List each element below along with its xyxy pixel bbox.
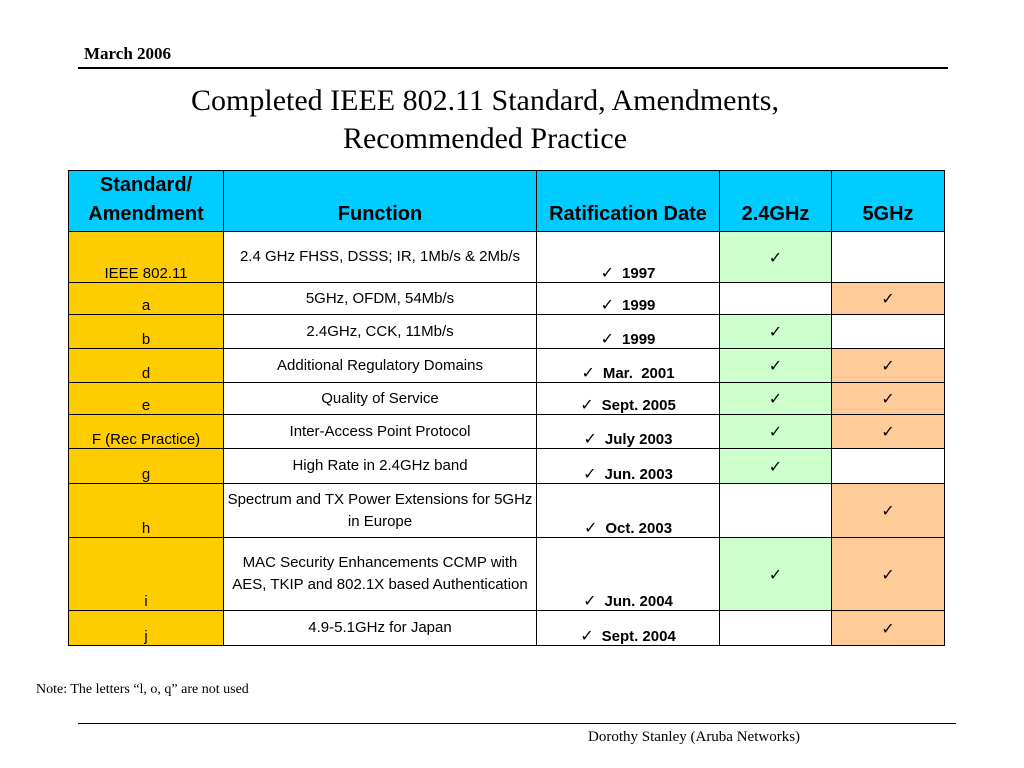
checkmark-icon: ✓	[600, 329, 615, 348]
checkmark-icon: ✓	[581, 363, 595, 382]
table-row	[69, 449, 945, 484]
table-header-row	[69, 171, 945, 232]
cell-24ghz	[720, 538, 832, 611]
slide-title	[100, 82, 870, 158]
cell-function: MAC Security Enhancements CCMP with AES, TKIP and 802.1X based Authentication	[224, 538, 537, 611]
checkmark-icon: ✓	[768, 422, 783, 441]
checkmark-icon: ✓	[768, 564, 783, 584]
column-header-5ghz: 5GHz	[832, 171, 945, 232]
cell-standard: a	[69, 283, 224, 315]
cell-24ghz	[720, 283, 832, 315]
checkmark-icon: ✓	[583, 591, 597, 610]
checkmark-icon: ✓	[583, 464, 597, 483]
column-header-function: Function	[224, 171, 537, 232]
cell-function: 2.4GHz, CCK, 11Mb/s	[224, 315, 537, 349]
cell-5ghz	[832, 283, 945, 315]
cell-5ghz	[832, 484, 945, 538]
checkmark-icon: ✓	[600, 295, 615, 314]
cell-standard: j	[69, 611, 224, 646]
date-text: Jun. 2004	[604, 593, 673, 610]
cell-5ghz	[832, 415, 945, 449]
table-row	[69, 415, 945, 449]
cell-ratification-date	[537, 349, 720, 383]
cell-standard: h	[69, 484, 224, 538]
cell-ratification-date	[537, 484, 720, 538]
cell-standard: b	[69, 315, 224, 349]
column-header-ratification-date: Ratification Date	[537, 171, 720, 232]
cell-ratification-date	[537, 315, 720, 349]
cell-function: Inter-Access Point Protocol	[224, 415, 537, 449]
checkmark-icon: ✓	[580, 626, 594, 645]
header-divider	[78, 67, 948, 69]
cell-24ghz	[720, 484, 832, 538]
cell-24ghz	[720, 449, 832, 484]
cell-function: 4.9-5.1GHz for Japan	[224, 611, 537, 646]
cell-function: Quality of Service	[224, 383, 537, 415]
table-row	[69, 315, 945, 349]
cell-24ghz	[720, 611, 832, 646]
cell-function: Additional Regulatory Domains	[224, 349, 537, 383]
cell-function: 5GHz, OFDM, 54Mb/s	[224, 283, 537, 315]
checkmark-icon: ✓	[768, 456, 783, 476]
table-row	[69, 383, 945, 415]
checkmark-icon: ✓	[881, 618, 895, 638]
standards-table	[68, 170, 945, 646]
footer-author: Dorothy Stanley (Aruba Networks)	[588, 729, 801, 745]
cell-ratification-date	[537, 449, 720, 484]
checkmark-icon: ✓	[881, 501, 895, 520]
table-row	[69, 349, 945, 383]
cell-5ghz	[832, 232, 945, 283]
checkmark-icon: ✓	[583, 429, 597, 448]
cell-24ghz	[720, 232, 832, 283]
checkmark-icon: ✓	[580, 395, 594, 414]
checkmark-icon: ✓	[600, 263, 615, 282]
cell-function: 2.4 GHz FHSS, DSSS; IR, 1Mb/s & 2Mb/s	[224, 232, 537, 283]
cell-24ghz	[720, 415, 832, 449]
date-text: Oct. 2003	[605, 520, 673, 537]
cell-24ghz	[720, 383, 832, 415]
date-text: Jun. 2003	[604, 466, 673, 483]
checkmark-icon: ✓	[881, 289, 895, 308]
title-line-2: Recommended Practice	[342, 122, 628, 155]
date-text: Sept. 2005	[601, 397, 676, 414]
checkmark-icon: ✓	[768, 322, 783, 341]
checkmark-icon: ✓	[768, 356, 783, 375]
date-text: 1999	[622, 331, 656, 348]
cell-5ghz	[832, 449, 945, 484]
cell-24ghz	[720, 315, 832, 349]
table-row	[69, 538, 945, 611]
table-body	[69, 232, 945, 646]
cell-5ghz	[832, 315, 945, 349]
cell-5ghz	[832, 611, 945, 646]
cell-standard: e	[69, 383, 224, 415]
date-text: Sept. 2004	[601, 628, 676, 645]
table-row	[69, 232, 945, 283]
cell-ratification-date	[537, 538, 720, 611]
checkmark-icon: ✓	[583, 518, 598, 537]
cell-function: High Rate in 2.4GHz band	[224, 449, 537, 484]
cell-5ghz	[832, 349, 945, 383]
cell-standard: IEEE 802.11	[69, 232, 224, 283]
footer-divider	[78, 723, 956, 724]
cell-5ghz	[832, 538, 945, 611]
cell-24ghz	[720, 349, 832, 383]
date-text: Mar. 2001	[602, 365, 675, 382]
cell-standard: F (Rec Practice)	[69, 415, 224, 449]
cell-function: Spectrum and TX Power Extensions for 5GHz in Europe	[224, 484, 537, 538]
cell-5ghz	[832, 383, 945, 415]
checkmark-icon: ✓	[881, 422, 895, 441]
cell-ratification-date	[537, 383, 720, 415]
table-row	[69, 283, 945, 315]
date-text: 1999	[622, 297, 656, 314]
footnote: Note: The letters “l, o, q” are not used	[36, 682, 249, 697]
checkmark-icon: ✓	[881, 564, 895, 584]
cell-ratification-date	[537, 415, 720, 449]
cell-ratification-date	[537, 232, 720, 283]
checkmark-icon: ✓	[768, 389, 783, 408]
table-row	[69, 484, 945, 538]
cell-standard: d	[69, 349, 224, 383]
column-header-standard: Standard/ Amendment	[69, 171, 224, 232]
checkmark-icon: ✓	[768, 247, 783, 267]
cell-ratification-date	[537, 611, 720, 646]
title-line-1: Completed IEEE 802.11 Standard, Amendments,	[191, 84, 779, 117]
table-row	[69, 611, 945, 646]
cell-standard: i	[69, 538, 224, 611]
date-text: 1997	[622, 265, 656, 282]
header-date: March 2006	[84, 44, 172, 63]
column-header-24ghz: 2.4GHz	[720, 171, 832, 232]
date-text: July 2003	[604, 431, 673, 448]
cell-ratification-date	[537, 283, 720, 315]
cell-standard: g	[69, 449, 224, 484]
checkmark-icon: ✓	[881, 389, 895, 408]
checkmark-icon: ✓	[881, 356, 895, 375]
